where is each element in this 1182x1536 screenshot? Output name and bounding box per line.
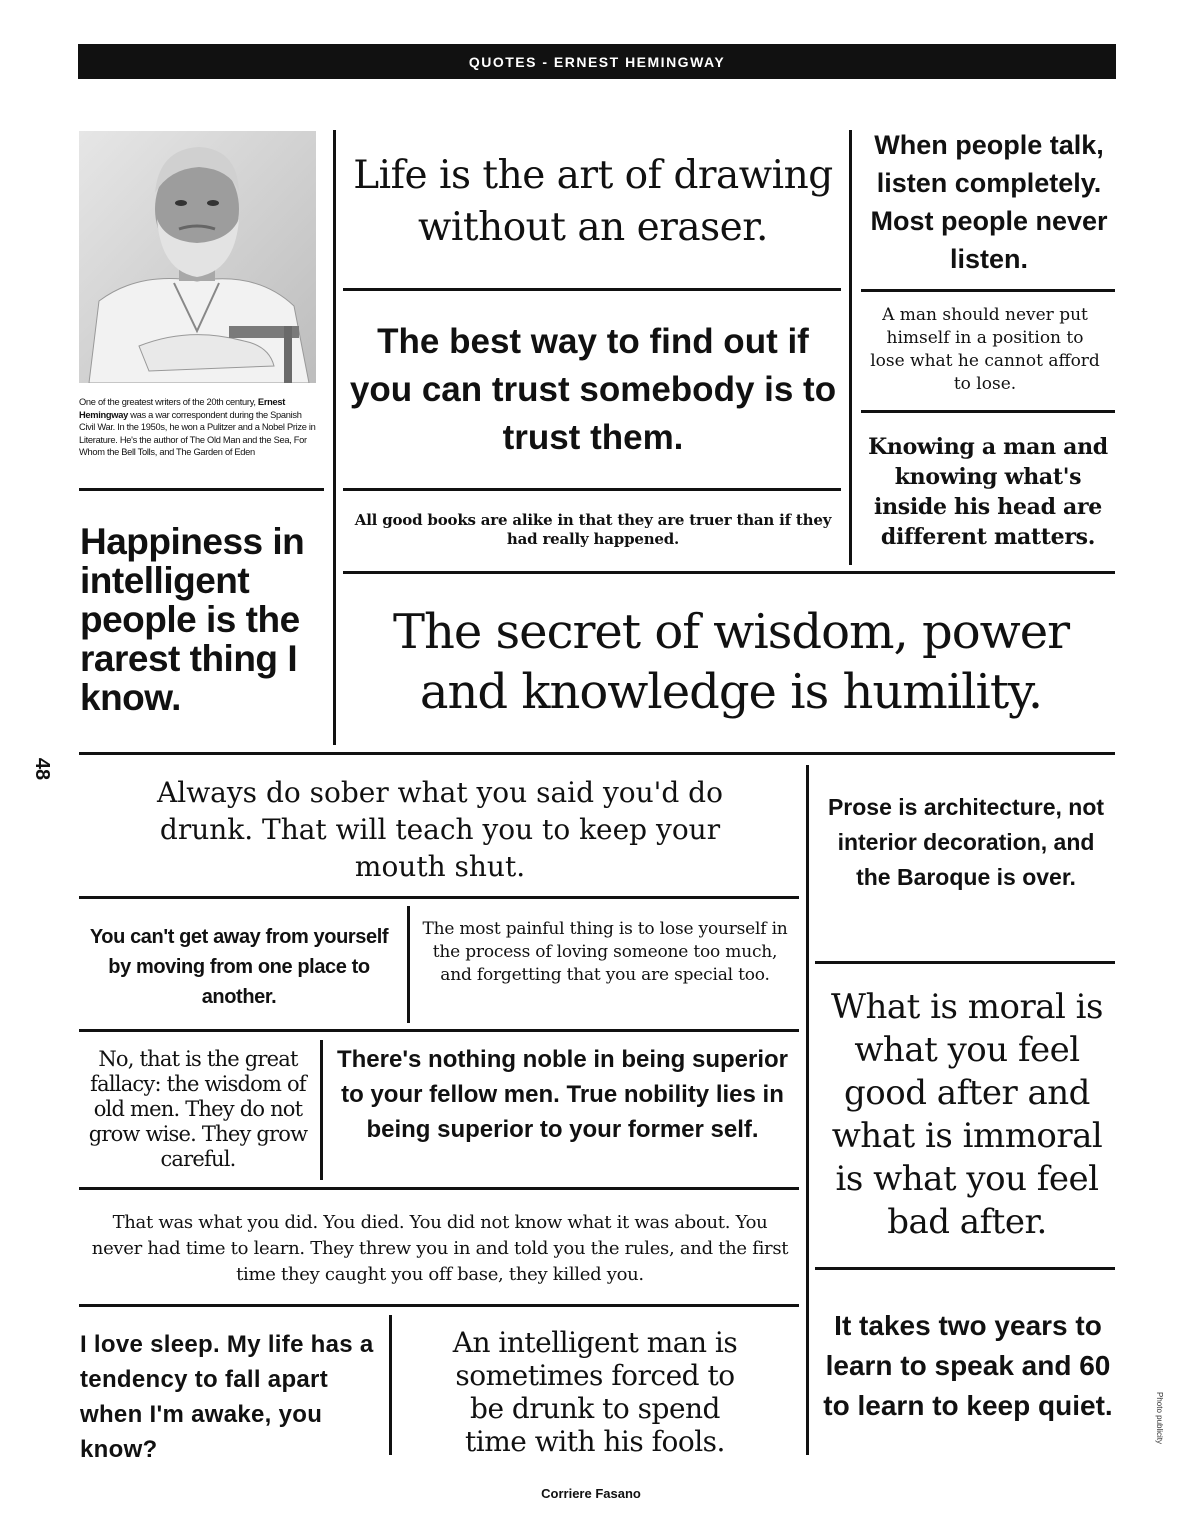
- caption-body: was a war correspondent during the Spanish Civil War. In the 1950s, he won a Pulitzer and a Nobel Prize in Literature. He's the author of The Old Man and the Sea, For Whom the Bell Tolls, and The Garden of Eden: [79, 409, 316, 457]
- divider: [79, 1029, 799, 1032]
- divider: [79, 1304, 799, 1307]
- divider: [849, 130, 852, 565]
- quote-good-books: All good books are alike in that they are truer than if they had really happened.: [354, 511, 832, 548]
- caption-intro: One of the greatest writers of the 20th century,: [79, 397, 258, 407]
- divider: [861, 410, 1115, 413]
- quote-prose-architecture: Prose is architecture, not interior decoration, and the Baroque is over.: [827, 794, 1105, 890]
- divider: [815, 961, 1115, 964]
- divider: [815, 1267, 1115, 1270]
- quote-love-sleep: I love sleep. My life has a tendency to fall apart when I'm awake, you know?: [80, 1331, 374, 1463]
- divider: [79, 752, 1115, 755]
- divider: [343, 488, 841, 491]
- page-header: [78, 44, 1116, 79]
- divider: [79, 488, 324, 491]
- divider: [79, 1187, 799, 1190]
- divider: [806, 765, 809, 1455]
- divider: [343, 288, 841, 291]
- quote-knowing-man: Knowing a man and knowing what's inside his head are different matters.: [868, 434, 1108, 550]
- quote-intelligent-man: An intelligent man is sometimes forced to be drunk to spend time with his fools.: [452, 1326, 738, 1458]
- divider: [861, 289, 1115, 292]
- quote-what-is-moral: What is moral is what you feel good after and what is immoral is what you feel bad after.: [831, 987, 1103, 1242]
- publication-name: Corriere Fasano: [541, 1486, 641, 1501]
- portrait-caption: [79, 396, 319, 459]
- portrait-illustration: [79, 131, 316, 383]
- divider: [389, 1315, 392, 1455]
- quote-life-art: Life is the art of drawing without an eraser.: [353, 153, 833, 250]
- divider: [79, 896, 799, 899]
- page-number: 48: [31, 757, 53, 781]
- quote-man-never-put: A man should never put himself in a position to lose what he cannot afford to lose.: [870, 305, 1100, 394]
- divider: [407, 906, 410, 1023]
- divider: [320, 1040, 323, 1180]
- quote-people-talk: When people talk, listen completely. Most people never listen.: [870, 130, 1108, 274]
- quote-sober-drunk: Always do sober what you said you'd do drunk. That will teach you to keep your mouth shut.: [157, 776, 723, 883]
- photo-credit: Photo publicity: [1155, 1391, 1164, 1445]
- quote-happiness: Happiness in intelligent people is the rarest thing I know.: [80, 521, 305, 718]
- quote-most-painful: The most painful thing is to lose yourself in the process of loving someone too much, and forgetting that you are special too.: [422, 919, 788, 985]
- divider: [343, 571, 1115, 574]
- quote-nothing-noble: There's nothing noble in being superior to your fellow men. True nobility lies in being superior to your former self.: [336, 1046, 789, 1143]
- divider: [333, 130, 336, 745]
- author-portrait: [79, 131, 316, 383]
- quote-secret-wisdom: The secret of wisdom, power and knowledge is humility.: [392, 604, 1070, 720]
- quote-you-died: That was what you did. You died. You did not know what it was about. You never had time to learn. They threw you in and told you the rules, and the first time they caught you off base, they killed you.: [91, 1212, 789, 1285]
- caption-name: Ernest Hemingway: [79, 397, 286, 420]
- quote-great-fallacy: No, that is the great fallacy: the wisdom of old men. They do not grow wise. They grow careful.: [88, 1047, 308, 1171]
- quote-get-away: You can't get away from yourself by moving from one place to another.: [89, 926, 389, 1008]
- quote-two-years: It takes two years to learn to speak and 60 to learn to keep quiet.: [823, 1310, 1113, 1421]
- header-title: QUOTES - ERNEST HEMINGWAY: [468, 53, 726, 70]
- quote-best-way: The best way to find out if you can trust somebody is to trust them.: [349, 322, 837, 457]
